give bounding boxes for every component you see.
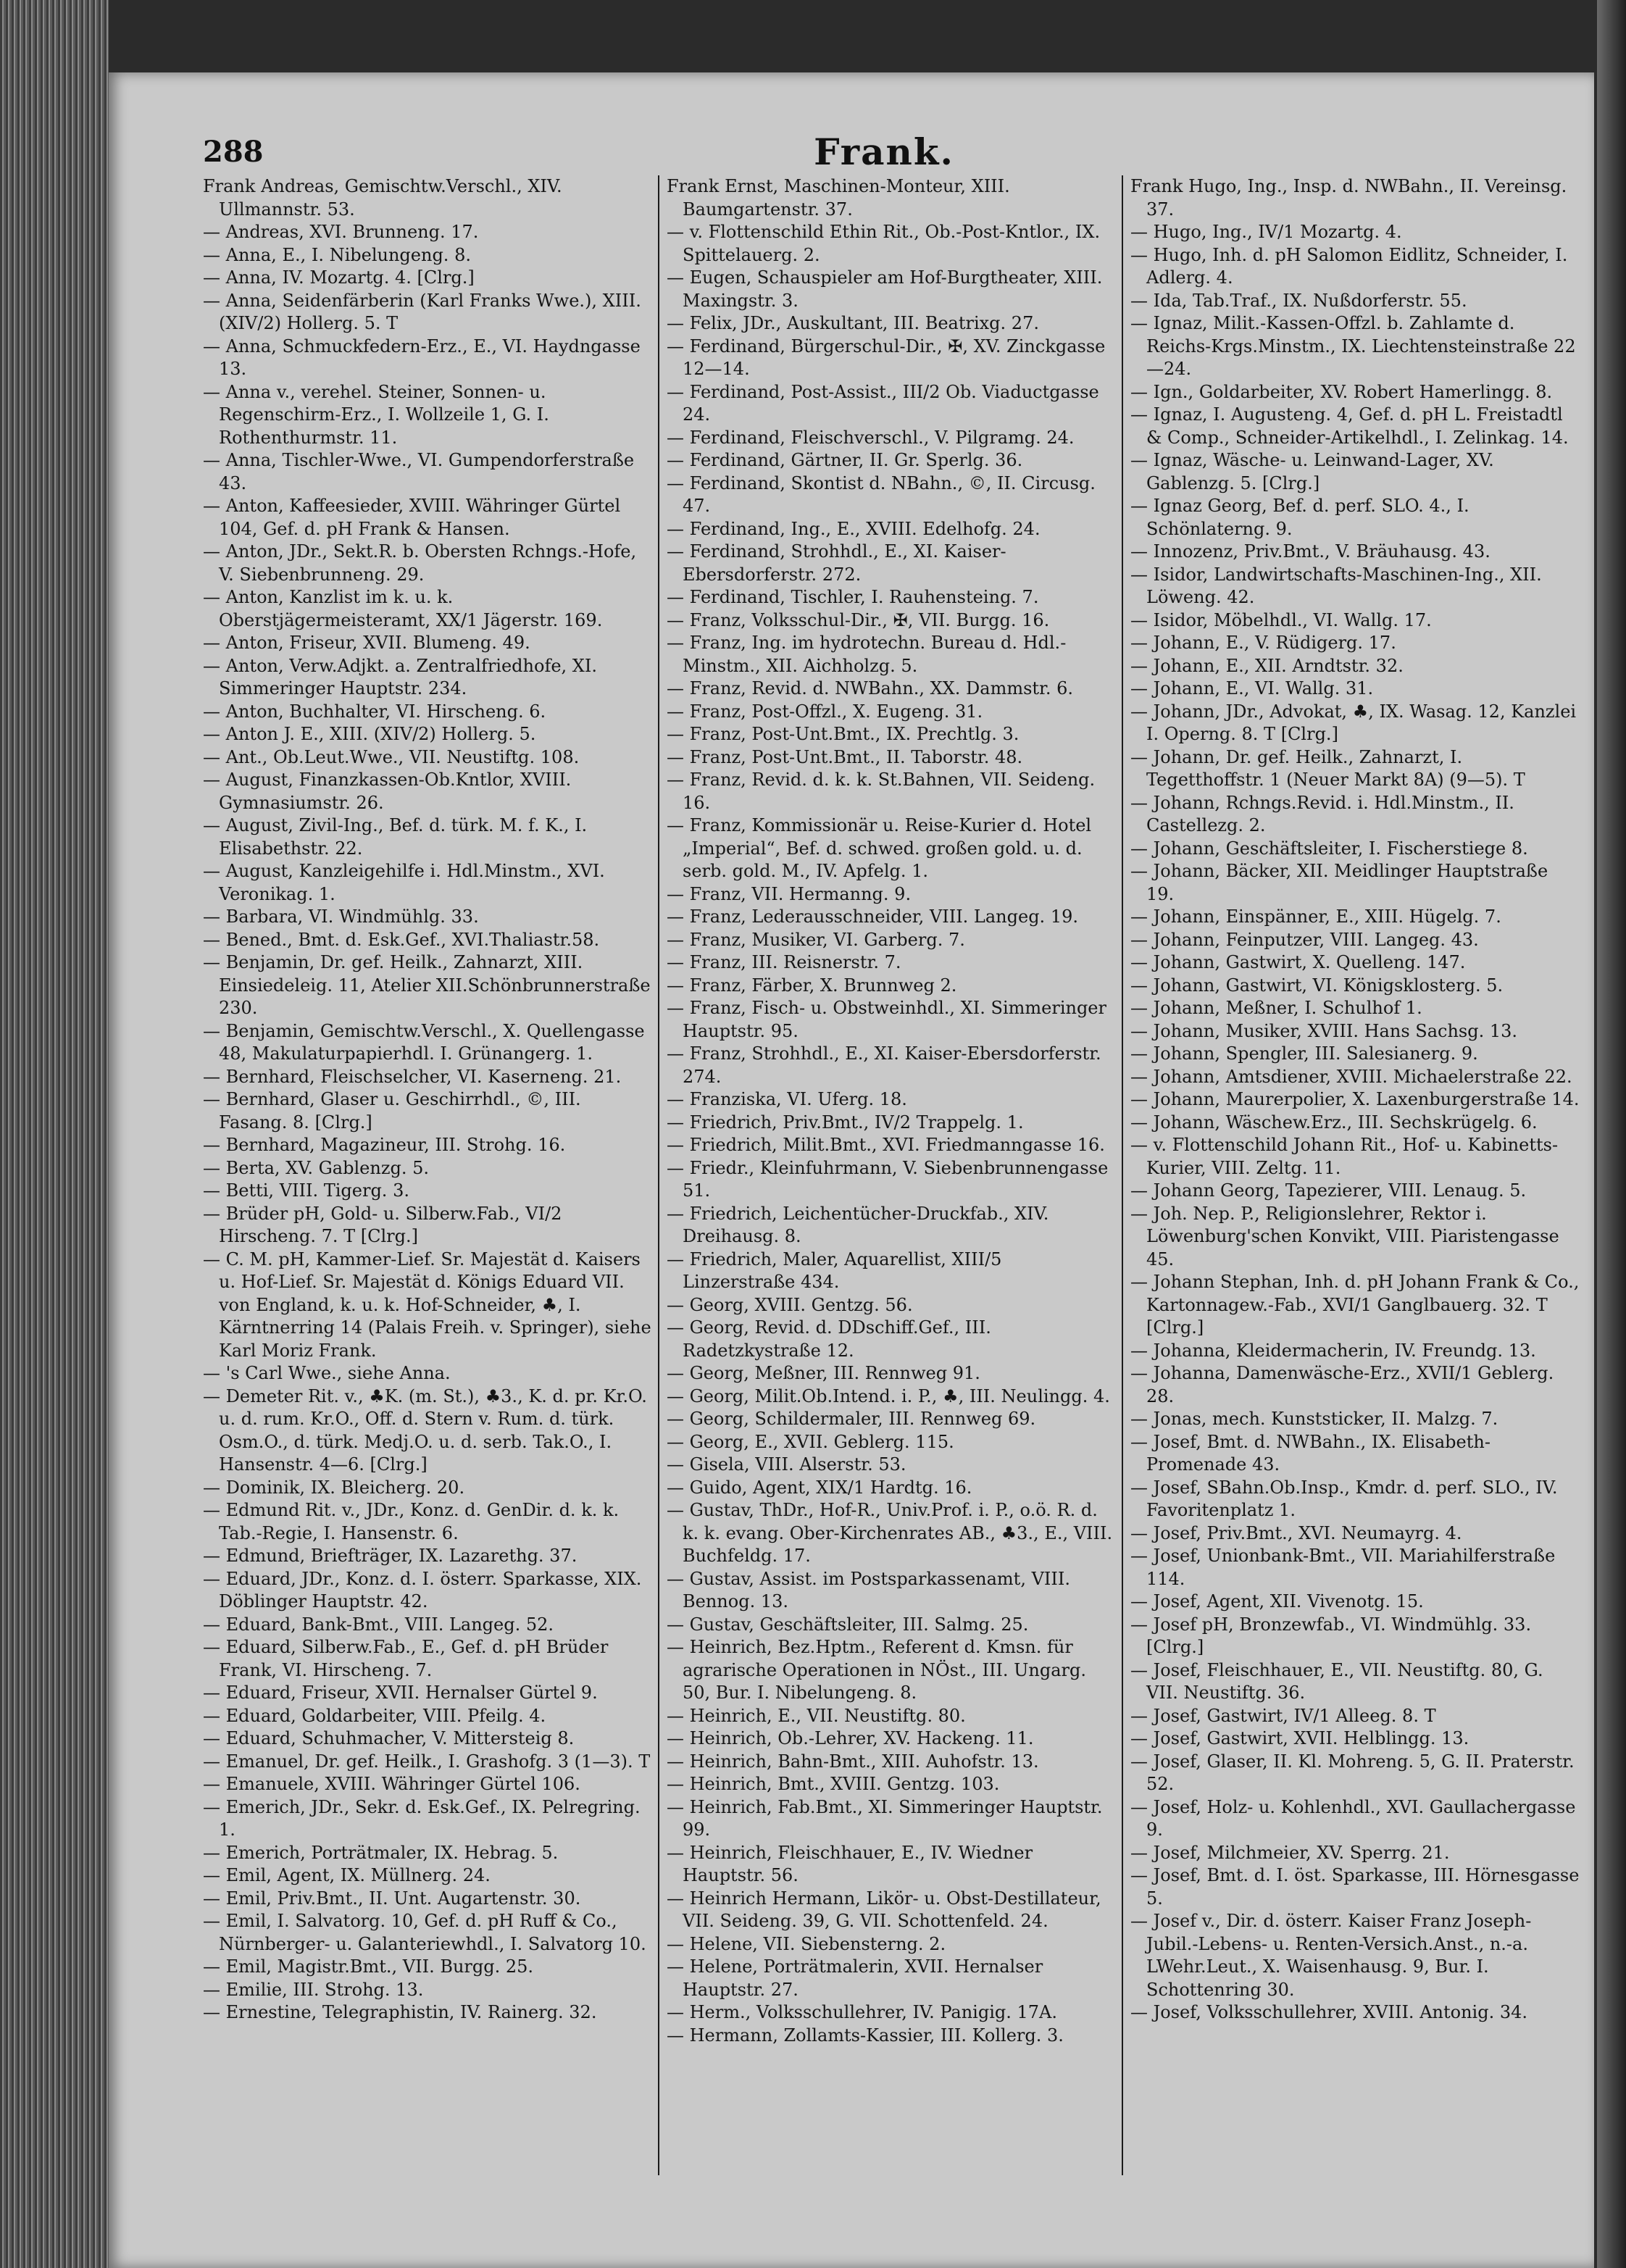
directory-entry: — Friedr., Kleinfuhrmann, V. Siebenbrunnengasse 51.	[667, 1157, 1114, 1201]
directory-entry: — Georg, Meßner, III. Rennweg 91.	[667, 1363, 980, 1383]
column-3	[1130, 175, 1585, 2248]
directory-entry: — Hugo, Ing., IV/1 Mozartg. 4.	[1130, 222, 1402, 242]
directory-entry: — Josef, Unionbank-Bmt., VII. Mariahilferstraße 114.	[1130, 1546, 1561, 1589]
directory-entry: — August, Zivil-Ing., Bef. d. türk. M. f. K., I. Elisabethstr. 22.	[203, 815, 593, 859]
directory-entry: — Franz, Post-Unt.Bmt., IX. Prechtlg. 3.	[667, 724, 1020, 744]
directory-entry: — Franz, Musiker, VI. Garberg. 7.	[667, 929, 965, 950]
running-title: Frank.	[814, 130, 954, 173]
directory-entry: — Heinrich, Bahn-Bmt., XIII. Auhofstr. 13.	[667, 1751, 1039, 1772]
directory-entry: — Emil, Magistr.Bmt., VII. Burgg. 25.	[203, 1956, 534, 1977]
directory-entry: — Franz, VII. Hermanng. 9.	[667, 883, 912, 904]
directory-entry: — Emil, Agent, IX. Müllnerg. 24.	[203, 1865, 491, 1885]
directory-entry: — Betti, VIII. Tigerg. 3.	[203, 1180, 409, 1201]
directory-entry: — Anton J. E., XIII. (XIV/2) Hollerg. 5.	[203, 724, 536, 744]
directory-entry: — Edmund Rit. v., JDr., Konz. d. GenDir. d. k. k. Tab.-Regie, I. Hansenstr. 6.	[203, 1500, 625, 1543]
directory-entry: — Gustav, Geschäftsleiter, III. Salmg. 25.	[667, 1614, 1029, 1635]
directory-entry: — Johann, Geschäftsleiter, I. Fischerstiege 8.	[1130, 838, 1528, 859]
directory-entry: — Friedrich, Leichentücher-Druckfab., XIV. Dreihausg. 8.	[667, 1203, 1055, 1246]
directory-entry: — Anna, E., I. Nibelungeng. 8.	[203, 244, 471, 265]
directory-entry: — Franz, Post-Unt.Bmt., II. Taborstr. 48.	[667, 746, 1023, 767]
directory-entry: — Gisela, VIII. Alserstr. 53.	[667, 1454, 906, 1475]
directory-entry: — Johann, Wäschew.Erz., III. Sechskrügelg. 6.	[1130, 1112, 1538, 1133]
directory-entry: — Ignaz, Wäsche- u. Leinwand-Lager, XV. Gablenzg. 5. [Clrg.]	[1130, 450, 1500, 493]
directory-entry: — Josef, Gastwirt, XVII. Helblingg. 13.	[1130, 1728, 1469, 1748]
column-divider	[1122, 175, 1123, 2175]
directory-entry: — Franz, Lederausschneider, VIII. Langeg. 19.	[667, 906, 1078, 927]
directory-entry: — August, Kanzleigehilfe i. Hdl.Minstm., XVI. Veronikag. 1.	[203, 861, 611, 904]
directory-entry: — Ferdinand, Skontist d. NBahn., ©, II. Circusg. 47.	[667, 472, 1101, 516]
directory-entry: — Hugo, Inh. d. pH Salomon Eidlitz, Schneider, I. Adlerg. 4.	[1130, 244, 1573, 288]
directory-entry: — Johann, Einspänner, E., XIII. Hügelg. 7.	[1130, 906, 1501, 927]
directory-entry: — Johanna, Damenwäsche-Erz., XVII/1 Geblerg. 28.	[1130, 1363, 1559, 1406]
directory-entry: — Anton, Kaffeesieder, XVIII. Währinger Gürtel 104, Gef. d. pH Frank & Hansen.	[203, 496, 626, 539]
directory-entry: — Anton, JDr., Sekt.R. b. Obersten Rchngs.-Hofe, V. Siebenbrunneng. 29.	[203, 541, 642, 585]
directory-entry: Frank Hugo, Ing., Insp. d. NWBahn., II. Vereinsg. 37.	[1130, 176, 1572, 220]
directory-entry: — Benjamin, Dr. gef. Heilk., Zahnarzt, XIII. Einsiedeleig. 11, Atelier XII.Schönbrunnerstraße 230.	[203, 952, 656, 1018]
directory-entry: — Felix, JDr., Auskultant, III. Beatrixg. 27.	[667, 313, 1039, 333]
directory-entry: — Josef, Priv.Bmt., XVI. Neumayrg. 4.	[1130, 1522, 1462, 1543]
directory-entry: — Johann, Feinputzer, VIII. Langeg. 43.	[1130, 929, 1479, 950]
directory-entry: — Ferdinand, Gärtner, II. Gr. Sperlg. 36.	[667, 450, 1023, 470]
directory-entry: — Johann, E., VI. Wallg. 31.	[1130, 678, 1374, 699]
directory-entry: — Anna, IV. Mozartg. 4. [Clrg.]	[203, 267, 475, 288]
directory-entry: — Bernhard, Fleischselcher, VI. Kaserneng. 21.	[203, 1066, 622, 1087]
directory-entry: — Edmund, Briefträger, IX. Lazarethg. 37.	[203, 1546, 578, 1566]
directory-entry: — Johann, Rchngs.Revid. i. Hdl.Minstm., II. Castellezg. 2.	[1130, 792, 1520, 835]
directory-entry: — Anton, Buchhalter, VI. Hirscheng. 6.	[203, 701, 546, 722]
directory-entry: — Eduard, JDr., Konz. d. I. österr. Sparkasse, XIX. Döblinger Hauptstr. 42.	[203, 1568, 648, 1612]
directory-entry: — Johann Georg, Tapezierer, VIII. Lenaug. 5.	[1130, 1180, 1527, 1201]
directory-entry: — Eugen, Schauspieler am Hof-Burgtheater, XIII. Maxingstr. 3.	[667, 267, 1109, 311]
directory-entry: — Josef, Agent, XII. Vivenotg. 15.	[1130, 1591, 1424, 1612]
directory-entry: — Josef, Gastwirt, IV/1 Alleeg. 8. T	[1130, 1705, 1436, 1726]
directory-entry: — Heinrich, Bez.Hptm., Referent d. Kmsn. für agrarische Operationen in NÖst., III. Ungarg. 50, Bur. I. Nibelungeng. 8.	[667, 1637, 1092, 1703]
directory-entry: — Georg, Revid. d. DDschiff.Gef., III. Radetzkystraße 12.	[667, 1317, 997, 1361]
directory-entry: — Josef, Bmt. d. I. öst. Sparkasse, III. Hörnesgasse 5.	[1130, 1865, 1585, 1909]
directory-entry: — Emil, I. Salvatorg. 10, Gef. d. pH Ruff & Co., Nürnberger- u. Galanteriewhdl., I. Salvatorg 10.	[203, 1911, 646, 1954]
directory-entry: — Ignaz Georg, Bef. d. perf. SLO. 4., I. Schönlaterng. 9.	[1130, 496, 1475, 539]
directory-entry: — Johann, Meßner, I. Schulhof 1.	[1130, 998, 1422, 1018]
directory-entry: — Anna, Seidenfärberin (Karl Franks Wwe.), XIII. (XIV/2) Hollerg. 5. T	[203, 290, 647, 333]
directory-entry: — Isidor, Möbelhdl., VI. Wallg. 17.	[1130, 609, 1432, 630]
directory-entry: — Georg, XVIII. Gentzg. 56.	[667, 1294, 913, 1315]
directory-entry: — Josef, Volksschullehrer, XVIII. Antonig. 34.	[1130, 2002, 1527, 2022]
directory-entry: — Ignaz, I. Augusteng. 4, Gef. d. pH L. Freistadtl & Comp., Schneider-Artikelhdl., I. Zelinkag. 14.	[1130, 404, 1569, 448]
directory-entry: — Franz, Post-Offzl., X. Eugeng. 31.	[667, 701, 983, 722]
directory-entry: Frank Ernst, Maschinen-Monteur, XIII. Baumgartenstr. 37.	[667, 176, 1016, 220]
directory-entry: — C. M. pH, Kammer-Lief. Sr. Majestät d. Kaisers u. Hof-Lief. Sr. Majestät d. Königs Eduard VII. von England, k. u. k. Hof-Schneider, ♣, I. Kärntnerring 14 (Palais Freih. v. Springer), siehe Karl Moriz Frank.	[203, 1248, 657, 1361]
directory-entry: — 's Carl Wwe., siehe Anna.	[203, 1363, 451, 1383]
directory-entry: — Joh. Nep. P., Religionslehrer, Rektor i. Löwenburg'schen Konvikt, VIII. Piaristengasse 45.	[1130, 1203, 1565, 1270]
directory-entry: — Johann, Spengler, III. Salesianerg. 9.	[1130, 1043, 1478, 1064]
directory-entry: — Franz, III. Reisnerstr. 7.	[667, 952, 901, 972]
directory-entry: — Anna, Tischler-Wwe., VI. Gumpendorferstraße 43.	[203, 450, 640, 493]
directory-entry: — Johann Stephan, Inh. d. pH Johann Frank & Co., Kartonnagew.-Fab., XVI/1 Ganglbauerg. 32. T [Clrg.]	[1130, 1272, 1585, 1338]
directory-entry: — Brüder pH, Gold- u. Silberw.Fab., VI/2 Hirscheng. 7. T [Clrg.]	[203, 1203, 568, 1246]
directory-entry: — Helene, Porträtmalerin, XVII. Hernalser Hauptstr. 27.	[667, 1956, 1048, 2000]
directory-entry: — Dominik, IX. Bleicherg. 20.	[203, 1477, 465, 1498]
directory-page	[109, 72, 1594, 2268]
directory-entry: — Heinrich, Bmt., XVIII. Gentzg. 103.	[667, 1774, 1000, 1794]
directory-entry: — Georg, E., XVII. Geblerg. 115.	[667, 1431, 954, 1452]
directory-entry: — Franz, Ing. im hydrotechn. Bureau d. Hdl.-Minstm., XII. Aichholzg. 5.	[667, 633, 1067, 676]
page-number: 288	[203, 135, 264, 169]
directory-entry: — Josef, Fleischhauer, E., VII. Neustiftg. 80, G. VII. Neustiftg. 36.	[1130, 1659, 1549, 1703]
directory-entry: — Franz, Kommissionär u. Reise-Kurier d. Hotel „Imperial“, Bef. d. schwed. großen gold. u. d. serb. gold. M., IV. Apfelg. 1.	[667, 815, 1097, 881]
directory-entry: — Johann, E., V. Rüdigerg. 17.	[1130, 633, 1396, 653]
directory-entry: — Ferdinand, Post-Assist., III/2 Ob. Viaductgasse 24.	[667, 381, 1105, 425]
directory-entry: — Heinrich, Fleischhauer, E., IV. Wiedner Hauptstr. 56.	[667, 1842, 1038, 1885]
directory-entry: — Friedrich, Milit.Bmt., XVI. Friedmanngasse 16.	[667, 1135, 1105, 1155]
directory-entry: — Isidor, Landwirtschafts-Maschinen-Ing., XII. Löweng. 42.	[1130, 564, 1548, 607]
directory-entry: — Franz, Revid. d. k. k. St.Bahnen, VII. Seideng. 16.	[667, 770, 1101, 813]
directory-entry: — Guido, Agent, XIX/1 Hardtg. 16.	[667, 1477, 972, 1498]
directory-entry: — Eduard, Friseur, XVII. Hernalser Gürtel 9.	[203, 1683, 598, 1703]
directory-entry: — Ferdinand, Tischler, I. Rauhensteing. 7.	[667, 587, 1039, 607]
directory-entry: — Josef, Glaser, II. Kl. Mohreng. 5, G. II. Praterstr. 52.	[1130, 1751, 1580, 1794]
directory-columns	[203, 175, 1601, 2248]
directory-entry: — Johann, Gastwirt, X. Quelleng. 147.	[1130, 952, 1466, 972]
directory-entry: — Herm., Volksschullehrer, IV. Panigig. 17A.	[667, 2002, 1057, 2022]
directory-entry: — Andreas, XVI. Brunneng. 17.	[203, 222, 479, 242]
directory-entry: — Jonas, mech. Kunststicker, II. Malzg. 7.	[1130, 1409, 1498, 1429]
directory-entry: — Johann, Gastwirt, VI. Königsklosterg. 5.	[1130, 975, 1504, 996]
directory-entry: — Johann, Maurerpolier, X. Laxenburgerstraße 14.	[1130, 1089, 1580, 1109]
directory-entry: — Ignaz, Milit.-Kassen-Offzl. b. Zahlamte d. Reichs-Krgs.Minstm., IX. Liechtensteinstraße 22—24.	[1130, 313, 1576, 379]
directory-entry: — Anton, Kanzlist im k. u. k. Oberstjägermeisteramt, XX/1 Jägerstr. 169.	[203, 587, 603, 630]
directory-entry: — Friedrich, Priv.Bmt., IV/2 Trappelg. 1.	[667, 1112, 1024, 1133]
directory-entry: — Eduard, Schuhmacher, V. Mittersteig 8.	[203, 1728, 575, 1748]
directory-entry: — Heinrich, E., VII. Neustiftg. 80.	[667, 1705, 966, 1726]
directory-entry: — Emil, Priv.Bmt., II. Unt. Augartenstr. 30.	[203, 1888, 581, 1909]
directory-entry: — Georg, Schildermaler, III. Rennweg 69.	[667, 1409, 1036, 1429]
directory-entry: — Josef, Bmt. d. NWBahn., IX. Elisabeth-Promenade 43.	[1130, 1431, 1490, 1475]
directory-entry: — Johann, E., XII. Arndtstr. 32.	[1130, 655, 1404, 676]
directory-entry: — Emerich, Porträtmaler, IX. Hebrag. 5.	[203, 1842, 559, 1863]
directory-entry: — Ferdinand, Strohhdl., E., XI. Kaiser-Ebersdorferstr. 272.	[667, 541, 1006, 585]
directory-entry: — Josef, Holz- u. Kohlenhdl., XVI. Gaullachergasse 9.	[1130, 1796, 1582, 1840]
directory-entry: Frank Andreas, Gemischtw.Verschl., XIV. Ullmannstr. 53.	[203, 176, 568, 220]
directory-entry: — Franz, Revid. d. NWBahn., XX. Dammstr. 6.	[667, 678, 1074, 699]
directory-entry: — Berta, XV. Gablenzg. 5.	[203, 1157, 429, 1178]
directory-entry: — August, Finanzkassen-Ob.Kntlor, XVIII. Gymnasiumstr. 26.	[203, 770, 577, 813]
directory-entry: — Eduard, Goldarbeiter, VIII. Pfeilg. 4.	[203, 1705, 546, 1726]
directory-entry: — Barbara, VI. Windmühlg. 33.	[203, 906, 479, 927]
directory-entry: — Bernhard, Magazineur, III. Strohg. 16.	[203, 1135, 566, 1155]
directory-entry: — Anton, Verw.Adjkt. a. Zentralfriedhofe, XI. Simmeringer Hauptstr. 234.	[203, 655, 603, 699]
directory-entry: — Ferdinand, Fleischverschl., V. Pilgramg. 24.	[667, 427, 1075, 448]
directory-entry: — Eduard, Silberw.Fab., E., Gef. d. pH Brüder Frank, VI. Hirscheng. 7.	[203, 1637, 614, 1680]
directory-entry: — Georg, Milit.Ob.Intend. i. P., ♣, III. Neulingg. 4.	[667, 1385, 1110, 1406]
directory-entry: — v. Flottenschild Johann Rit., Hof- u. Kabinetts-Kurier, VIII. Zeltg. 11.	[1130, 1135, 1559, 1178]
directory-entry: — Bened., Bmt. d. Esk.Gef., XVI.Thaliastr.58.	[203, 929, 600, 950]
directory-entry: — Helene, VII. Siebensterng. 2.	[667, 1933, 946, 1954]
directory-entry: — Anton, Friseur, XVII. Blumeng. 49.	[203, 633, 530, 653]
directory-entry: — Johann, Musiker, XVIII. Hans Sachsg. 13.	[1130, 1020, 1518, 1041]
directory-entry: — Gustav, ThDr., Hof-R., Univ.Prof. i. P., o.ö. R. d. k. k. evang. Ober-Kirchenrates AB., ♣3., E., VIII. Buchfeldg. 17.	[667, 1500, 1118, 1566]
directory-entry: — Emerich, JDr., Sekr. d. Esk.Gef., IX. Pelregring. 1.	[203, 1796, 646, 1840]
directory-entry: — Hermann, Zollamts-Kassier, III. Kollerg. 3.	[667, 2025, 1064, 2046]
directory-entry: — Josef, SBahn.Ob.Insp., Kmdr. d. perf. SLO., IV. Favoritenplatz 1.	[1130, 1477, 1564, 1520]
directory-entry: — Friedrich, Maler, Aquarellist, XIII/5 Linzerstraße 434.	[667, 1248, 1008, 1292]
directory-entry: — Johanna, Kleidermacherin, IV. Freundg. 13.	[1130, 1340, 1536, 1361]
directory-entry: — Heinrich Hermann, Likör- u. Obst-Destillateur, VII. Seideng. 39, G. VII. Schottenfeld. 24.	[667, 1888, 1107, 1931]
directory-entry: — Ign., Goldarbeiter, XV. Robert Hamerlingg. 8.	[1130, 381, 1553, 402]
directory-entry: — Johann, JDr., Advokat, ♣, IX. Wasag. 12, Kanzlei I. Operng. 8. T [Clrg.]	[1130, 701, 1582, 744]
directory-entry: — Ferdinand, Bürgerschul-Dir., ✠, XV. Zinckgasse 12—14.	[667, 335, 1112, 379]
directory-entry: — v. Flottenschild Ethin Rit., Ob.-Post-Kntlor., IX. Spittelauerg. 2.	[667, 222, 1106, 265]
directory-entry: — Anna, Schmuckfedern-Erz., E., VI. Haydngasse 13.	[203, 335, 646, 379]
directory-entry: — Benjamin, Gemischtw.Verschl., X. Quellengasse 48, Makulaturpapierhdl. I. Grünangerg. 1.	[203, 1020, 651, 1064]
book-page-edges	[0, 0, 109, 2268]
directory-entry: — Emilie, III. Strohg. 13.	[203, 1979, 424, 2000]
directory-entry: — Josef, Milchmeier, XV. Sperrg. 21.	[1130, 1842, 1450, 1863]
column-divider	[658, 175, 659, 2175]
directory-entry: — Heinrich, Ob.-Lehrer, XV. Hackeng. 11.	[667, 1728, 1034, 1748]
directory-entry: — Gustav, Assist. im Postsparkassenamt, VIII. Bennog. 13.	[667, 1568, 1076, 1612]
directory-entry: — Ant., Ob.Leut.Wwe., VII. Neustiftg. 108.	[203, 746, 580, 767]
directory-entry: — Josef pH, Bronzewfab., VI. Windmühlg. 33. [Clrg.]	[1130, 1614, 1537, 1657]
book-gutter-shadow	[1597, 0, 1626, 2268]
directory-entry: — Ferdinand, Ing., E., XVIII. Edelhofg. 24.	[667, 518, 1041, 539]
directory-entry: — Innozenz, Priv.Bmt., V. Bräuhausg. 43.	[1130, 541, 1490, 562]
directory-entry: — Emanuel, Dr. gef. Heilk., I. Grashofg. 3 (1—3). T	[203, 1751, 651, 1772]
directory-entry: — Franz, Färber, X. Brunnweg 2.	[667, 975, 957, 996]
directory-entry: — Franz, Strohhdl., E., XI. Kaiser-Ebersdorferstr. 274.	[667, 1043, 1107, 1087]
directory-entry: — Johann, Amtsdiener, XVIII. Michaelerstraße 22.	[1130, 1066, 1572, 1087]
directory-entry: — Franz, Fisch- u. Obstweinhdl., XI. Simmeringer Hauptstr. 95.	[667, 998, 1112, 1041]
column-2	[667, 175, 1116, 2248]
directory-entry: — Heinrich, Fab.Bmt., XI. Simmeringer Hauptstr. 99.	[667, 1796, 1109, 1840]
directory-entry: — Emanuele, XVIII. Währinger Gürtel 106.	[203, 1774, 580, 1794]
directory-entry: — Eduard, Bank-Bmt., VIII. Langeg. 52.	[203, 1614, 554, 1635]
directory-entry: — Ida, Tab.Traf., IX. Nußdorferstr. 55.	[1130, 290, 1467, 311]
directory-entry: — Josef v., Dir. d. österr. Kaiser Franz Joseph-Jubil.-Lebens- u. Renten-Versich.Anst., n.-a. LWehr.Leut., X. Waisenhausg. 9, Bur. I. Schottenring 30.	[1130, 1911, 1534, 2000]
directory-entry: — Johann, Dr. gef. Heilk., Zahnarzt, I. Tegetthoffstr. 1 (Neuer Markt 8A) (9—5). T	[1130, 746, 1525, 790]
directory-entry: — Bernhard, Glaser u. Geschirrhdl., ©, III. Fasang. 8. [Clrg.]	[203, 1089, 587, 1133]
directory-entry: — Johann, Bäcker, XII. Meidlinger Hauptstraße 19.	[1130, 861, 1554, 904]
directory-entry: — Franz, Volksschul-Dir., ✠, VII. Burgg. 16.	[667, 609, 1050, 630]
directory-entry: — Demeter Rit. v., ♣K. (m. St.), ♣3., K. d. pr. Kr.O. u. d. rum. Kr.O., Off. d. Stern v. Rum. d. türk. Osm.O., d. türk. Medj.O. u. d. serb. Tak.O., I. Hansenstr. 4—6. [Clrg.]	[203, 1385, 653, 1475]
directory-entry: — Anna v., verehel. Steiner, Sonnen- u. Regenschirm-Erz., I. Wollzeile 1, G. I. Rothenthurmstr. 11.	[203, 381, 555, 448]
directory-entry: — Franziska, VI. Uferg. 18.	[667, 1089, 907, 1109]
directory-entry: — Ernestine, Telegraphistin, IV. Rainerg. 32.	[203, 2002, 597, 2022]
column-1	[203, 175, 657, 2248]
